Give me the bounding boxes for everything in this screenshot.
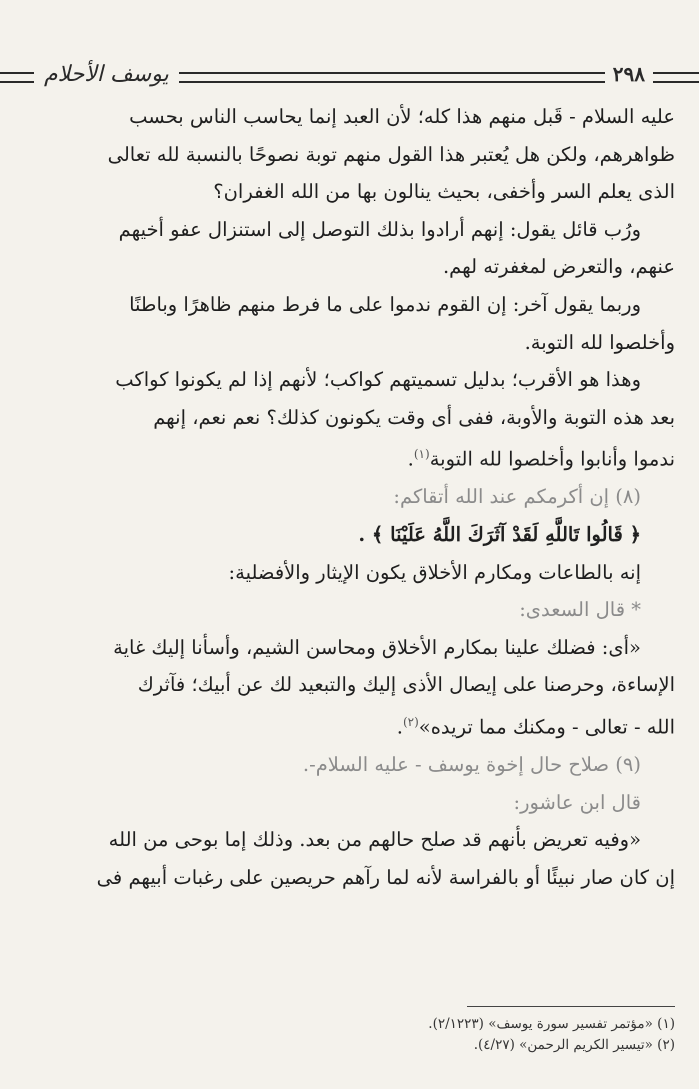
text-line: «وفيه تعريض بأنهم قد صلح حالهم من بعد. وذلك إما بوحى من الله bbox=[108, 828, 641, 852]
running-title: يوسف الأحلام bbox=[34, 62, 179, 87]
footnote-ref: (٢) bbox=[402, 715, 419, 729]
section-heading: (٩) صلاح حال إخوة يوسف - عليه السلام-. bbox=[302, 753, 641, 777]
page-number: ٢٩٨ bbox=[605, 62, 653, 86]
text-line-with-ref bbox=[24, 704, 675, 746]
text-line: عليه السلام - قَبل منهم هذا كله؛ لأن العبد إنما يحاسب الناس بحسب bbox=[129, 105, 675, 128]
footnote-divider bbox=[467, 1006, 675, 1007]
footnotes bbox=[255, 1014, 675, 1056]
text-line: إن كان صار نبيئًا أو بالفراسة لأنه لما رآهم حريصين على رغبات أبيهم فى bbox=[96, 865, 675, 889]
quote-source: * قال السعدى: bbox=[519, 598, 641, 622]
footnote-ref: (١) bbox=[413, 447, 430, 462]
text-line: عنهم، والتعرض لمغفرته لهم. bbox=[442, 255, 675, 279]
section-heading: (٨) إن أكرمكم عند الله أتقاكم: bbox=[393, 485, 641, 509]
text-line: الذى يعلم السر وأخفى، بحيث ينالون بها من الله الغفران؟ bbox=[213, 180, 675, 204]
text-line: ورُب قائل يقول: إنهم أرادوا بذلك التوصل إلى استنزال عفو أخيهم bbox=[118, 217, 641, 241]
text-line: «أى: فضلك علينا بمكارم الأخلاق ومحاسن الشيم، وأسأنا إليك غاية bbox=[113, 635, 641, 659]
text-line-with-ref bbox=[24, 436, 675, 478]
text-span: ندموا وأنابوا وأخلصوا لله التوبة bbox=[429, 447, 675, 471]
text-line: الإساءة، وحرصنا على إيصال الأذى إليك والتبعيد لك عن أبيك؛ فآثرك bbox=[137, 673, 675, 697]
sentence-end: . bbox=[407, 447, 414, 471]
text-line: ظواهرهم، ولكن هل يُعتبر هذا القول منهم توبة نصوحًا بالنسبة لله تعالى bbox=[107, 142, 675, 166]
text-line: وهذا هو الأقرب؛ بدليل تسميتهم كواكب؛ لأنهم إذا لم يكونوا كواكب bbox=[115, 368, 641, 392]
footnote: (٢) «تيسير الكريم الرحمن» (٤/٢٧). bbox=[473, 1037, 675, 1053]
sentence-end: . bbox=[396, 715, 403, 739]
footnote: (١) «مؤتمر تفسير سورة يوسف» (٢/١٢٢٣). bbox=[428, 1016, 675, 1032]
text-span: الله - تعالى - ومكنك مما تريده» bbox=[418, 715, 675, 739]
page-header bbox=[0, 64, 699, 94]
text-line: وأخلصوا لله التوبة. bbox=[524, 330, 675, 354]
body-text bbox=[24, 98, 675, 896]
quote-source: قال ابن عاشور: bbox=[513, 790, 641, 814]
text-line: بعد هذه التوبة والأوبة، ففى أى وقت يكونون كذلك؟ نعم نعم، إنهم bbox=[153, 405, 675, 429]
quran-verse: ﴿ قَالُوا تَاللَّهِ لَقَدْ آثَرَكَ اللَّهُ عَلَيْنَا ﴾ . bbox=[358, 523, 641, 547]
text-line: وربما يقول آخر: إن القوم ندموا على ما فرط منهم ظاهرًا وباطنًا bbox=[129, 292, 641, 316]
text-line: إنه بالطاعات ومكارم الأخلاق يكون الإيثار والأفضلية: bbox=[228, 560, 641, 584]
